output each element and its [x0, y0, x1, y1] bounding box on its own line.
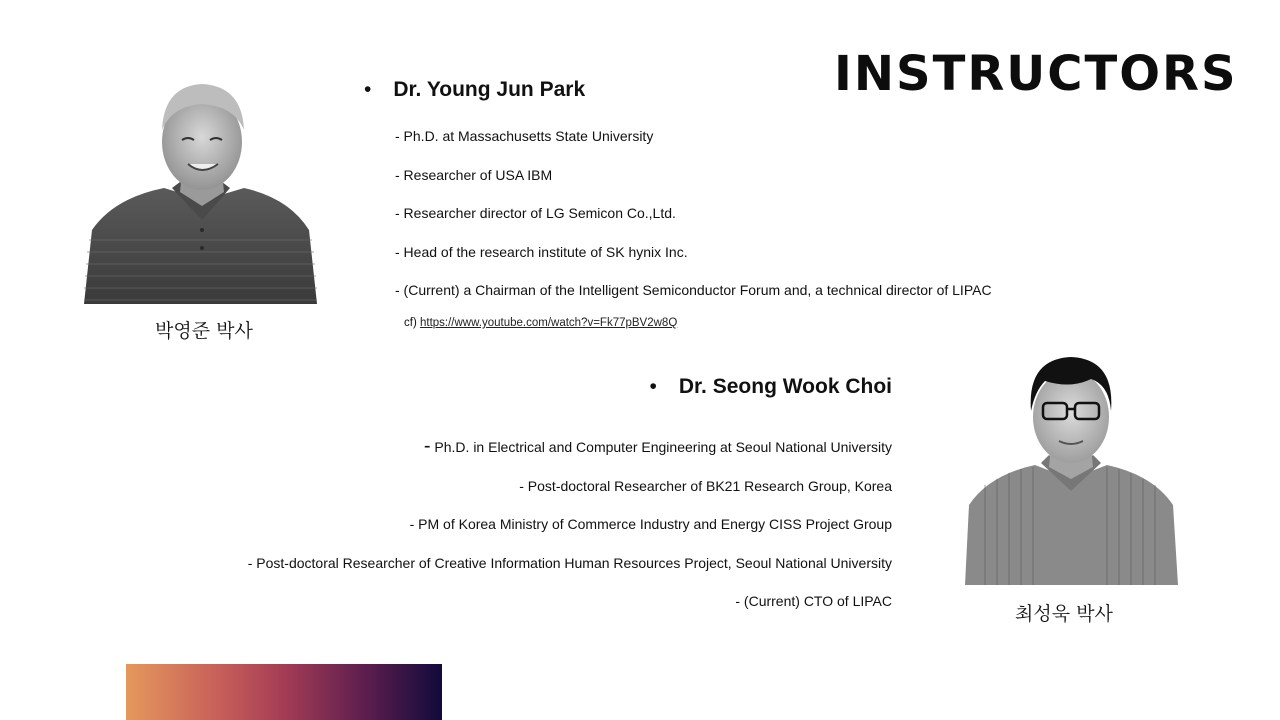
credential-item: - (Current) a Chairman of the Intelligent Semiconductor Forum and, a technical director of LIPAC [395, 282, 992, 299]
credential-item [248, 436, 892, 457]
slide-title: INSTRUCTORS [834, 46, 1238, 102]
instructor-photo-choi [965, 355, 1178, 585]
instructor-name-text: Dr. Seong Wook Choi [678, 375, 892, 398]
portrait-park-image [84, 80, 317, 304]
credential-item: - Researcher of USA IBM [395, 166, 553, 183]
credentials-park [395, 126, 992, 319]
instructor-name-park [364, 77, 585, 103]
credentials-choi [248, 436, 892, 611]
credential-item: - (Current) CTO of LIPAC [735, 593, 892, 609]
dash-mark: - [423, 435, 431, 457]
bullet-icon: • [364, 78, 372, 101]
credential-text: Ph.D. in Electrical and Computer Engineering at Seoul National University [434, 439, 892, 455]
credential-item: - Ph.D. at Massachusetts State University [395, 128, 654, 144]
credential-item: - Post-doctoral Researcher of Creative Information Human Resources Project, Seoul National University [247, 554, 892, 571]
instructor-name-text: Dr. Young Jun Park [393, 78, 586, 101]
caption-park: 박영준 박사 [155, 320, 253, 342]
decorative-gradient-bar [126, 664, 442, 720]
reference-label: cf) [404, 317, 417, 329]
caption-choi: 최성욱 박사 [1015, 603, 1113, 625]
reference-line [404, 317, 677, 329]
youtube-link[interactable]: https://www.youtube.com/watch?v=Fk77pBV2w8Q [419, 317, 678, 329]
credential-item: - Researcher director of LG Semicon Co.,Ltd. [395, 205, 676, 222]
credential-item: - PM of Korea Ministry of Commerce Industry and Energy CISS Project Group [409, 516, 892, 532]
bullet-icon: • [649, 375, 657, 398]
credential-item: - Post-doctoral Researcher of BK21 Research Group, Korea [519, 477, 892, 494]
instructor-photo-park [84, 80, 317, 304]
portrait-choi-image [965, 355, 1178, 585]
instructor-name-choi [650, 374, 892, 400]
credential-item: - Head of the research institute of SK hynix Inc. [395, 243, 688, 260]
